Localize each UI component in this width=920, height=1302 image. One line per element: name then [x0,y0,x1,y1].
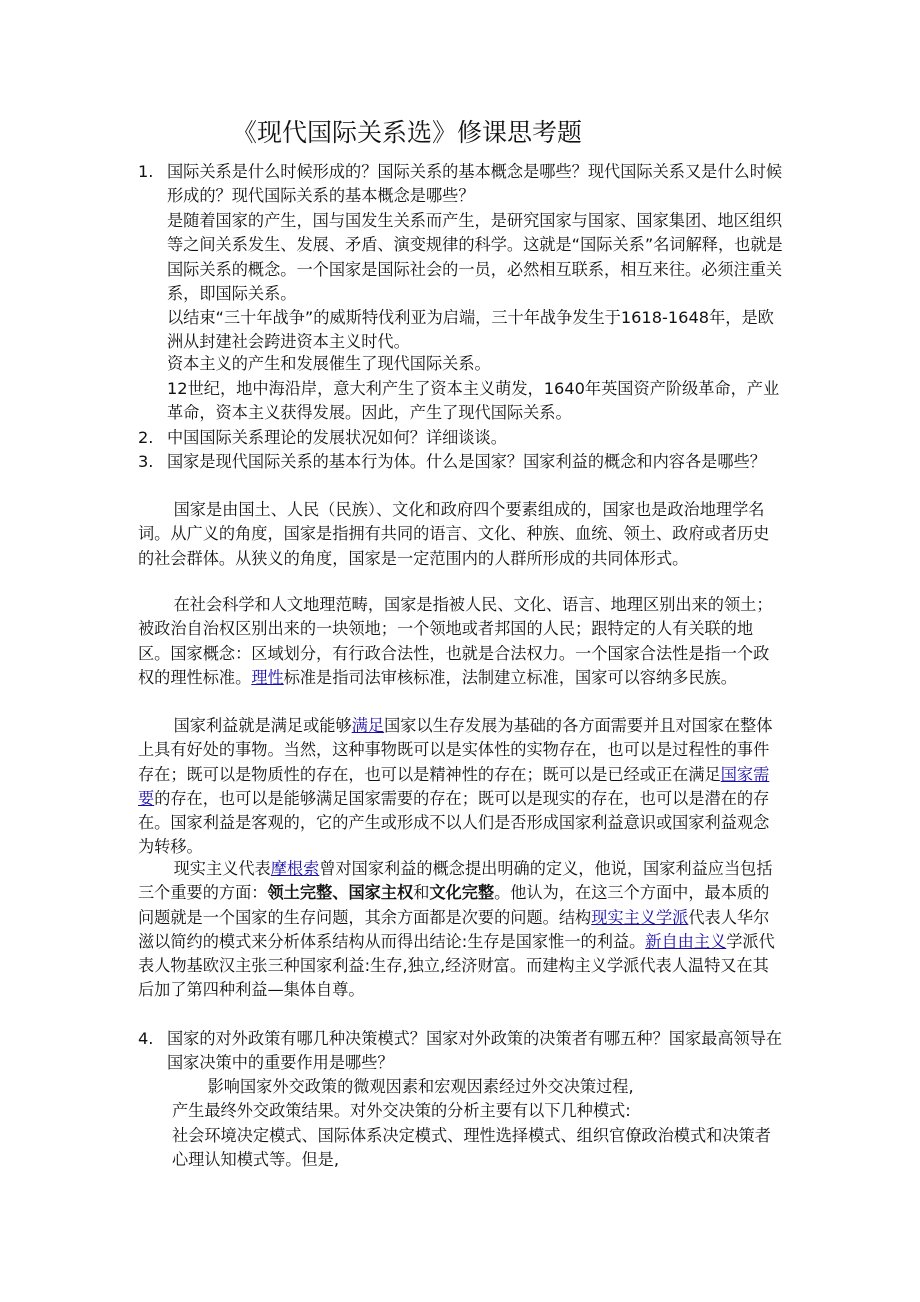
q4-question: 国家的对外政策有哪几种决策模式？国家对外政策的决策者有哪五种？国家最高领导在国家决策中的重要作用是哪些？ [167,1029,783,1073]
q4-number: 4. [138,1029,154,1048]
q3-p3-text-b: 国家以生存发展为基础的各方面需要并且对国家在整体上具有好处的事物。当然，这种事物既可以是实体性的实物存在，也可以是过程性的事件存在；既可以是物质性的存在，也可以是精神性的存在；既可以是已经或正在满足 [138,716,773,784]
link-realism-school[interactable]: 现实主义学派 [591,907,689,927]
q1-question: 国际关系是什么时候形成的？国际关系的基本概念是哪些？现代国际关系又是什么时候形成的？现代国际关系的基本概念是哪些？ [167,162,783,206]
q2-number: 2. [138,428,154,447]
q3-paragraph-state-definition: 国家是由国土、人民（民族）、文化和政府四个要素组成的，国家也是政治地理学名词。从广义的角度，国家是指拥有共同的语言、文化、种族、血统、领土、政府或者历史的社会群体。从狭义的角度，国家是一定范围内的人群所形成的共同体形式。 [138,500,770,568]
link-guojia-xuyao[interactable]: 国家需要 [138,764,770,808]
q3-paragraph-state-concept [138,593,783,690]
q4-answer-line-3: 社会环境决定模式、国际体系决定模式、理性选择模式、组织官僚政治模式和决策者心理认知模式等。但是, [172,1126,771,1170]
q3-paragraph-realism [138,857,783,1003]
document-title: 《现代国际关系选》修课思考题 [232,118,583,147]
q3-p3-text-a: 国家利益就是满足或能够 [173,716,352,735]
q3-number: 3. [138,452,154,471]
link-lixing[interactable]: 理性 [251,667,284,687]
q3-p3-text-c: 的存在，也可以是能够满足国家需要的存在；既可以是现实的存在，也可以是潜在的存在。国家利益是客观的，它的产生或形成不以人们是否形成国家利益意识或国家利益观念为转移。 [138,788,770,857]
q3-p4-text-a: 现实主义代表 [173,859,271,878]
q3-p2-text-b: 标准是指司法审核标准，法制建立标准，国家可以容纳多民族。 [283,667,737,687]
q4-answer-line-2: 产生最终外交政策结果。对外交决策的分析主要有以下几种模式: [172,1101,631,1120]
q3-p4-text-c: 。他认为，在这三个方面中，最本质的问题就是一个国家的生存问题，其余方面都是次要的问题。结构 [138,883,770,927]
q3-p4-and: 和 [413,883,430,903]
bold-territorial-integrity: 领土完整 [267,883,333,903]
bold-cultural-integrity: 文化完整 [429,883,495,903]
q1-number: 1. [138,162,154,181]
link-manzu[interactable]: 满足 [351,716,385,735]
bold-separator: 、 [332,883,349,903]
bold-sovereignty: 国家主权 [348,883,414,903]
q2-question: 中国国际关系理论的发展状况如何？详细谈谈。 [167,428,507,447]
q1-answer-paragraph-2: 以结束“三十年战争”的威斯特伐利亚为启端，三十年战争发生于1618-1648年，是欧洲从封建社会跨进资本主义时代。 [167,308,774,352]
link-morgenthau[interactable]: 摩根索 [270,859,320,878]
q1-answer-paragraph-4: 12世纪，地中海沿岸，意大利产生了资本主义萌发，1640年英国资产阶级革命，产业革命，资本主义获得发展。因此，产生了现代国际关系。 [167,379,780,423]
q3-paragraph-national-interest [138,714,783,860]
q3-p4-text-b: 曾对国家利益的概念提出明确的定义，他说，国家利益应当包括三个重要的方面： [138,859,773,903]
q3-p4-text-e: 学派代表人物基欧汉主张三种国家利益:生存,独立,经济财富。而建构主义学派代表人温特又在其后加了第四种利益—集体自尊。 [138,931,775,1000]
q1-answer-paragraph-1: 是随着国家的产生，国与国发生关系而产生，是研究国家与国家、国家集团、地区组织等之间关系发生、发展、矛盾、演变规律的科学。这就是“国际关系”名词解释，也就是国际关系的概念。一个国家是国际社会的一员，必然相互联系，相互来往。必须注重关系，即国际关系。 [167,211,783,303]
link-neoliberalism[interactable]: 新自由主义 [645,931,727,951]
q3-p4-text-d: 代表人华尔滋以简约的模式来分析体系结构从而得出结论:生存是国家惟一的利益。 [138,907,770,951]
q3-question: 国家是现代国际关系的基本行为体。什么是国家？国家利益的概念和内容各是哪些？ [167,452,766,471]
q3-p2-text-a: 在社会科学和人文地理范畴，国家是指被人民、文化、语言、地理区别出来的领土；被政治自治权区别出来的一块领地；一个领地或者邦国的人民；跟特定的人有关联的地区。国家概念：区域划分，有行政合法性，也就是合法权力。一个国家合法性是指一个政权的理性标准。 [138,595,773,687]
q4-answer-line-1: 影响国家外交政策的微观因素和宏观因素经过外交决策过程, [207,1077,634,1096]
q1-answer-paragraph-3: 资本主义的产生和发展催生了现代国际关系。 [167,354,491,373]
